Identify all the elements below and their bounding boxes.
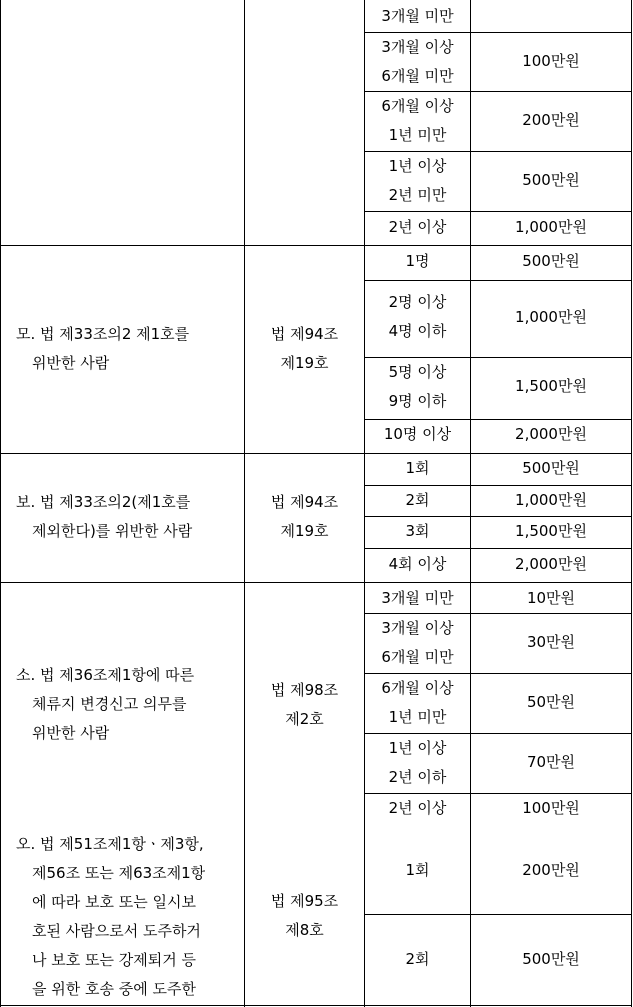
law-cell <box>245 887 364 945</box>
period-cell: 3개월 미만 <box>381 7 454 25</box>
period-line: 1년 미만 <box>388 708 447 726</box>
violation-line: 나 보호 또는 강제퇴거 등 <box>32 951 196 969</box>
amount-cell: 500만원 <box>522 950 580 968</box>
amount-cell: 500만원 <box>522 459 580 477</box>
period-cell <box>365 734 470 792</box>
violation-line: 오. 법 제51조제1항ㆍ제3항, <box>16 835 204 853</box>
violation-mo <box>16 320 230 378</box>
amount-cell: 200만원 <box>522 861 580 879</box>
law-line: 법 제98조 <box>270 681 339 699</box>
period-line: 5명 이상 <box>388 363 447 381</box>
law-cell <box>245 488 364 546</box>
period-cell: 2년 이상 <box>388 218 447 236</box>
amount-cell: 2,000만원 <box>515 555 587 573</box>
period-cell <box>365 152 470 210</box>
amount-cell: 1,500만원 <box>515 377 587 395</box>
violation-line: 보. 법 제33조의2(제1호를 <box>16 493 191 511</box>
period-line: 1년 미만 <box>388 126 447 144</box>
period-cell <box>365 358 470 416</box>
amount-cell: 1,000만원 <box>515 218 587 236</box>
violation-line: 을 위한 호송 중에 도주한 <box>32 980 196 998</box>
violation-line: 에 따라 보호 또는 일시보 <box>32 893 196 911</box>
violation-so <box>16 661 230 748</box>
amount-cell: 1,500만원 <box>515 522 587 540</box>
violation-line: 체류지 변경신고 의무를 <box>32 695 187 713</box>
period-cell: 2회 <box>405 491 430 509</box>
amount-cell: 2,000만원 <box>515 425 587 443</box>
amount-cell: 1,000만원 <box>515 308 587 326</box>
left-border <box>0 0 1 1007</box>
period-line: 1년 이상 <box>388 157 447 175</box>
amount-cell: 1,000만원 <box>515 491 587 509</box>
amount-cell: 30만원 <box>526 633 576 651</box>
violation-line: 제외한다)를 위반한 사람 <box>32 522 193 540</box>
period-cell: 1명 <box>405 252 430 270</box>
amount-cell: 10만원 <box>526 589 576 607</box>
row-divider <box>364 914 632 915</box>
law-line: 법 제94조 <box>270 325 339 343</box>
violation-bo <box>16 488 230 546</box>
amount-cell: 500만원 <box>522 171 580 189</box>
law-cell <box>245 320 364 378</box>
violation-line: 위반한 사람 <box>32 724 110 742</box>
period-line: 9명 이하 <box>388 392 447 410</box>
period-cell <box>365 674 470 732</box>
law-line: 제19호 <box>280 522 329 540</box>
bottom-border <box>0 1005 632 1006</box>
period-cell: 2년 이상 <box>388 799 447 817</box>
amount-cell: 100만원 <box>522 799 580 817</box>
period-line: 3개월 이상 <box>381 619 454 637</box>
group-divider <box>0 582 632 583</box>
period-cell <box>365 33 470 91</box>
period-cell: 3개월 미만 <box>381 589 454 607</box>
period-line: 6개월 이상 <box>381 679 454 697</box>
period-line: 6개월 이상 <box>381 97 454 115</box>
period-line: 2년 미만 <box>388 186 447 204</box>
period-cell <box>365 614 470 672</box>
row-divider <box>364 280 632 281</box>
violation-line: 위반한 사람 <box>32 354 110 372</box>
period-cell: 10명 이상 <box>383 425 452 443</box>
amount-cell: 200만원 <box>522 111 580 129</box>
amount-cell: 500만원 <box>522 252 580 270</box>
period-cell: 2회 <box>405 950 430 968</box>
amount-cell: 100만원 <box>522 52 580 70</box>
violation-line: 모. 법 제33조의2 제1호를 <box>16 325 190 343</box>
violation-line: 호된 사람으로서 도주하거 <box>32 922 201 940</box>
violation-line: 소. 법 제36조제1항에 따른 <box>16 666 195 684</box>
amount-cell: 70만원 <box>526 753 576 771</box>
period-cell: 4회 이상 <box>388 555 447 573</box>
group-divider <box>0 245 632 246</box>
law-line: 제2호 <box>285 710 324 728</box>
period-line: 2년 이하 <box>388 768 447 786</box>
violation-o <box>16 830 230 1004</box>
amount-cell: 50만원 <box>526 693 576 711</box>
period-cell <box>365 288 470 346</box>
period-line: 6개월 미만 <box>381 67 454 85</box>
row-divider <box>364 211 632 212</box>
law-line: 법 제95조 <box>270 892 339 910</box>
period-line: 4명 이하 <box>388 322 447 340</box>
violation-line: 제56조 또는 제63조제1항 <box>32 864 206 882</box>
period-cell: 1회 <box>405 861 430 879</box>
period-line: 3개월 이상 <box>381 38 454 56</box>
period-cell: 3회 <box>405 522 430 540</box>
period-cell <box>365 92 470 150</box>
period-line: 6개월 미만 <box>381 648 454 666</box>
law-line: 제8호 <box>285 921 324 939</box>
period-line: 1년 이상 <box>388 739 447 757</box>
row-divider <box>364 548 632 549</box>
law-line: 법 제94조 <box>270 493 339 511</box>
law-line: 제19호 <box>280 354 329 372</box>
law-cell <box>245 676 364 734</box>
period-cell: 1회 <box>405 459 430 477</box>
period-line: 2명 이상 <box>388 293 447 311</box>
